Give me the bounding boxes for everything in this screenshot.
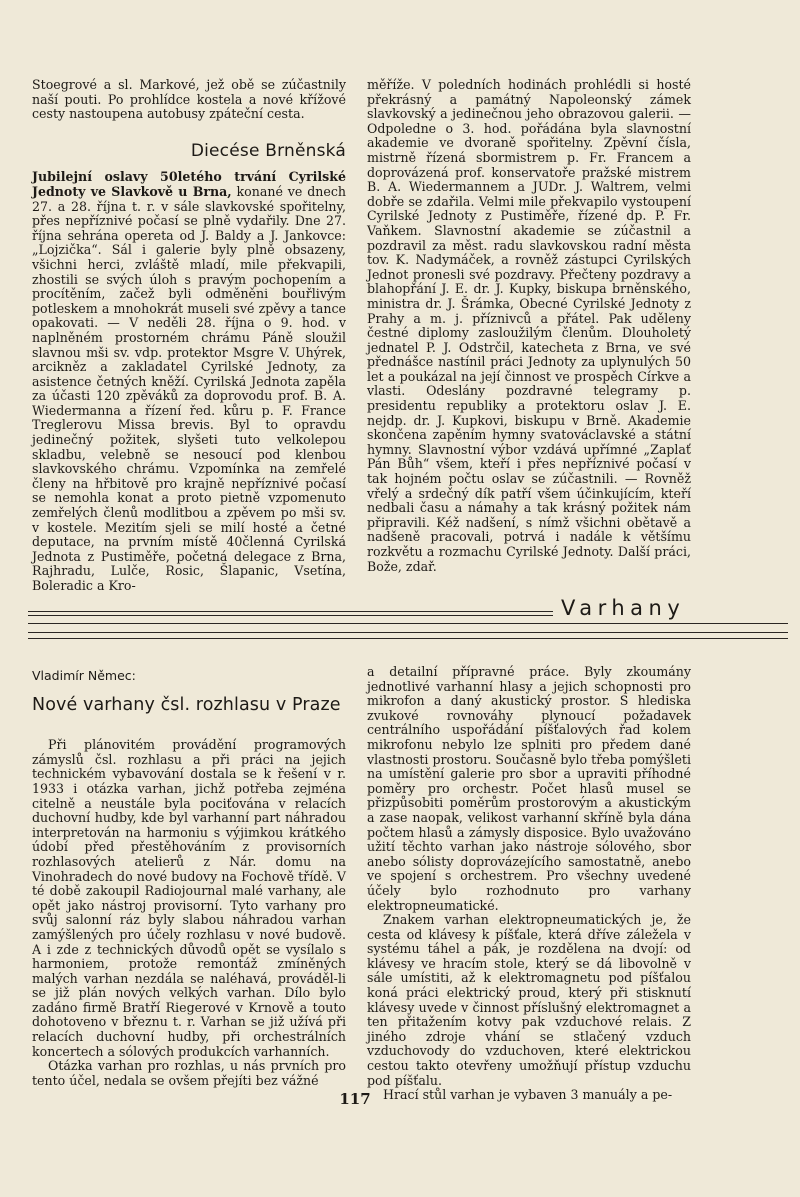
varhany-section-divider [28, 594, 788, 644]
divider-rule [28, 611, 553, 612]
divider-rule [28, 632, 788, 633]
event-report-paragraph [32, 170, 346, 593]
bottom-right-column [367, 665, 691, 1103]
bottom-left-column [32, 665, 346, 1088]
article-title: Nové varhany čsl. rozhlasu v Praze [32, 694, 341, 715]
article-author: Vladimír Němec: [32, 668, 136, 683]
section-label: Varhany [561, 596, 686, 620]
article-paragraph: Hrací stůl varhan je vybaven 3 manuály a pe- [383, 1087, 673, 1103]
divider-rule [28, 638, 788, 639]
top-left-column [32, 78, 346, 594]
divider-rule [28, 615, 553, 616]
event-body: konané ve dnech 27. a 28. října t. r. v sále slavkovské spořitelny, přes nepříznivé počasí se plně vydařily. Dne 27. října sehrána opereta od J. Baldy a J. Jankovce: „Lojzička“. Sál i galerie byly plně obsazeny, všichni herci, zvláště mladí, mile překvapili, zhostili se svých úloh s pravým pochopením a procítěním, začež byli odměněni bouřlivým potleskem a mnohokrát museli své zpěvy a tance opakovati. — V neděli 28. října o 9. hod. v naplněném prostorném chrámu Páně sloužil slavnou mši sv. vdp. protektor Msgre V. Uhýrek, arcikněz a zakladatel Cyrilské Jednoty, za asistence četných kněží. Cyrilská Jednota zapěla za účasti 120 zpěváků za doprovodu prof. B. A. Wiedermanna a řízení řed. kůru p. F. France Treglerovu Missa brevis. Byl to opravdu jedinečný požitek, slyšeti tuto velkolepou skladbu, velebně se nesoucí pod klenbou slavkovského chrámu. Vzpomínka na zemřelé členy na hřbitově pro krajně nepříznivé počasí se nemohla konat a proto pietně vzpomenuto zemřelých členů modlitbou a zpěvem po mši sv. v kostele. Mezitím sjeli se milí hosté a četné deputace, na prvním místě 40členná Cyrilská Jednota z Pustiměře, početná delegace z Brna, Rajhradu, Lulče, Rosic, Šlapanic, Vsetína, Boleradic a Kro- [32, 183, 346, 593]
page-number: 117 [339, 1090, 371, 1108]
top-right-column [367, 78, 691, 574]
article-paragraph: Znakem varhan elektropneumatických je, že cesta od klávesy k píšťale, která dříve záležela v systému táhel a pák, je rozdělena na dvojí: od klávesy ve hracím stole, který se dá libovolně v sále umístiti, až k elektromagnetu pod píšťalou koná práci elektrický proud, který při stisknutí klávesy uvede v činnost příslušný elektromagnet a ten přitažením kotvy pak vzduchové relais. Z jiného zdroje vhání se stlačený vzduch vzduchovody do vzduchoven, které elektrickou cestou takto otevřeny umožňují přístup vzduchu pod píšťalu. [367, 912, 691, 1088]
section-heading: Diecése Brněnská [190, 140, 346, 161]
article-paragraph: Při plánovitém provádění programových zámyslů čsl. rozhlasu a při práci na jejich technickém vybavování dostala se k řešení v r. 1933 i otázka varhan, jichž potřeba zejména citelně a neustále byla pociťována v relacích duchovní hudby, kde byl varhanní part náhradou interpretován na harmoniu s výjimkou krátkého údobí před přestěhováním z provisorních rozhlasových atelierů z Nár. domu na Vinohradech do nové budovy na Fochově třídě. V té době zakoupil Radiojournal malé varhany, ale opět jako nástroj provisorní. Tyto varhany pro svůj salonní ráz byly slabou náhradou varhan zamýšlených pro účely rozhlasu v nové budově. A i zde z technických důvodů opět se vysílalo s harmoniem, protože remontáž zmíněných malých varhan nezdála se naléhavá, prováděl-li se již plán nových velkých varhan. Dílo bylo zadáno firmě Bratří Riegerové v Krnově a touto dohotoveno v březnu t. r. Varhan se již užívá při relacích duchovní hudby, při orchestrálních koncertech a sólových produkcích varhanních. [32, 737, 346, 1059]
event-title: Jubilejní oslavy 50letého trvání Cyrilské Jednoty ve Slavkově u Brna, [32, 169, 346, 199]
article-paragraph: Otázka varhan pro rozhlas, u nás prvních pro tento účel, nedala se ovšem přejíti bez vážné [32, 1058, 346, 1088]
article-paragraph: a detailní přípravné práce. Byly zkoumány jednotlivé varhanní hlasy a jejich schopnosti pro mikrofon a daný akustický prostor. S hlediska zvukové rovnováhy plynoucí požadavek centrálního uspořádání píšťalových řad kolem mikrofonu nebylo lze splniti pro předem dané vlastnosti prostoru. Současně bylo třeba pomýšleti na umístění galerie pro sbor a upraviti příhodné poměry pro orchestr. Počet hlasů musel se přizpůsobiti poměrům prostorovým a akustickým a zase naopak, velikost varhanní skříně byla dána počtem hlasů a zámysly disposice. Bylo uvažováno užití těchto varhan jako nástroje sólového, sbor anebo sólisty doprovázejícího samostatně, anebo ve spojení s orchestrem. Pro všechny uvedené účely bylo rozhodnuto pro varhany elektropneumatické. [367, 664, 691, 913]
divider-rule [28, 623, 788, 624]
event-report-continuation: měříže. V poledních hodinách prohlédli si hosté překrásný a památný Napoleonský zámek slavkovský a jedinečnou jeho obrazovou galerii. — Odpoledne o 3. hod. pořádána byla slavnostní akademie ve dvoraně spořitelny. Zpěvní čísla, mistrně řízená sbormistrem p. Fr. Francem a doprovázená prof. konservatoře pražské mistrem B. A. Wiedermannem a JUDr. J. Waltrem, velmi dobře se zdařila. Velmi mile překvapilo vystoupení Cyrilské Jednoty z Pustiměře, řízené dp. P. Fr. Vaňkem. Slavnostní akademie se zúčastnil a pozdravil za měst. radu slavkovskou radní města tov. K. Nadymáček, a rovněž zástupci Cyrilských Jednot pronesli své pozdravy. Přečteny pozdravy a blahopřání J. E. dr. J. Kupky, biskupa brněnského, ministra dr. J. Šrámka, Obecné Cyrilské Jednoty z Prahy a m. j. příznivců a přátel. Pak uděleny čestné diplomy zasloužilým členům. Dlouholetý jednatel P. J. Odstrčil, katecheta z Brna, ve své přednášce nastínil práci Jednoty za uplynulých 50 let a poukázal na její činnost ve prospěch Církve a vlasti. Odeslány pozdravné telegramy p. presidentu republiky a protektoru oslav J. E. nejdp. dr. J. Kupkovi, biskupu v Brně. Akademie skončena zapěním hymny svatováclavské a státní hymny. Slavnostní výbor vzdává upřímné „Zaplať Pán Bůh“ všem, kteří i přes nepříznivé počasí v tak hojném počtu oslav se zúčastnili. — Rovněž vřelý a srdečný dík patří všem účinkujícím, kteří nedbali času a námahy a tak krásný požitek nám připravili. Kéž nadšení, s nímž všichni obětavě a nadšeně pracovali, potrvá i nadále k většímu rozkvětu a rozmachu Cyrilské Jednoty. Další práci, Bože, zdař. [367, 77, 691, 574]
continuation-paragraph: Stoegrové a sl. Markové, jež obě se zúčastnily naší pouti. Po prohlídce kostela a nové křížové cesty nastoupena autobusy zpáteční cesta. [32, 77, 346, 122]
